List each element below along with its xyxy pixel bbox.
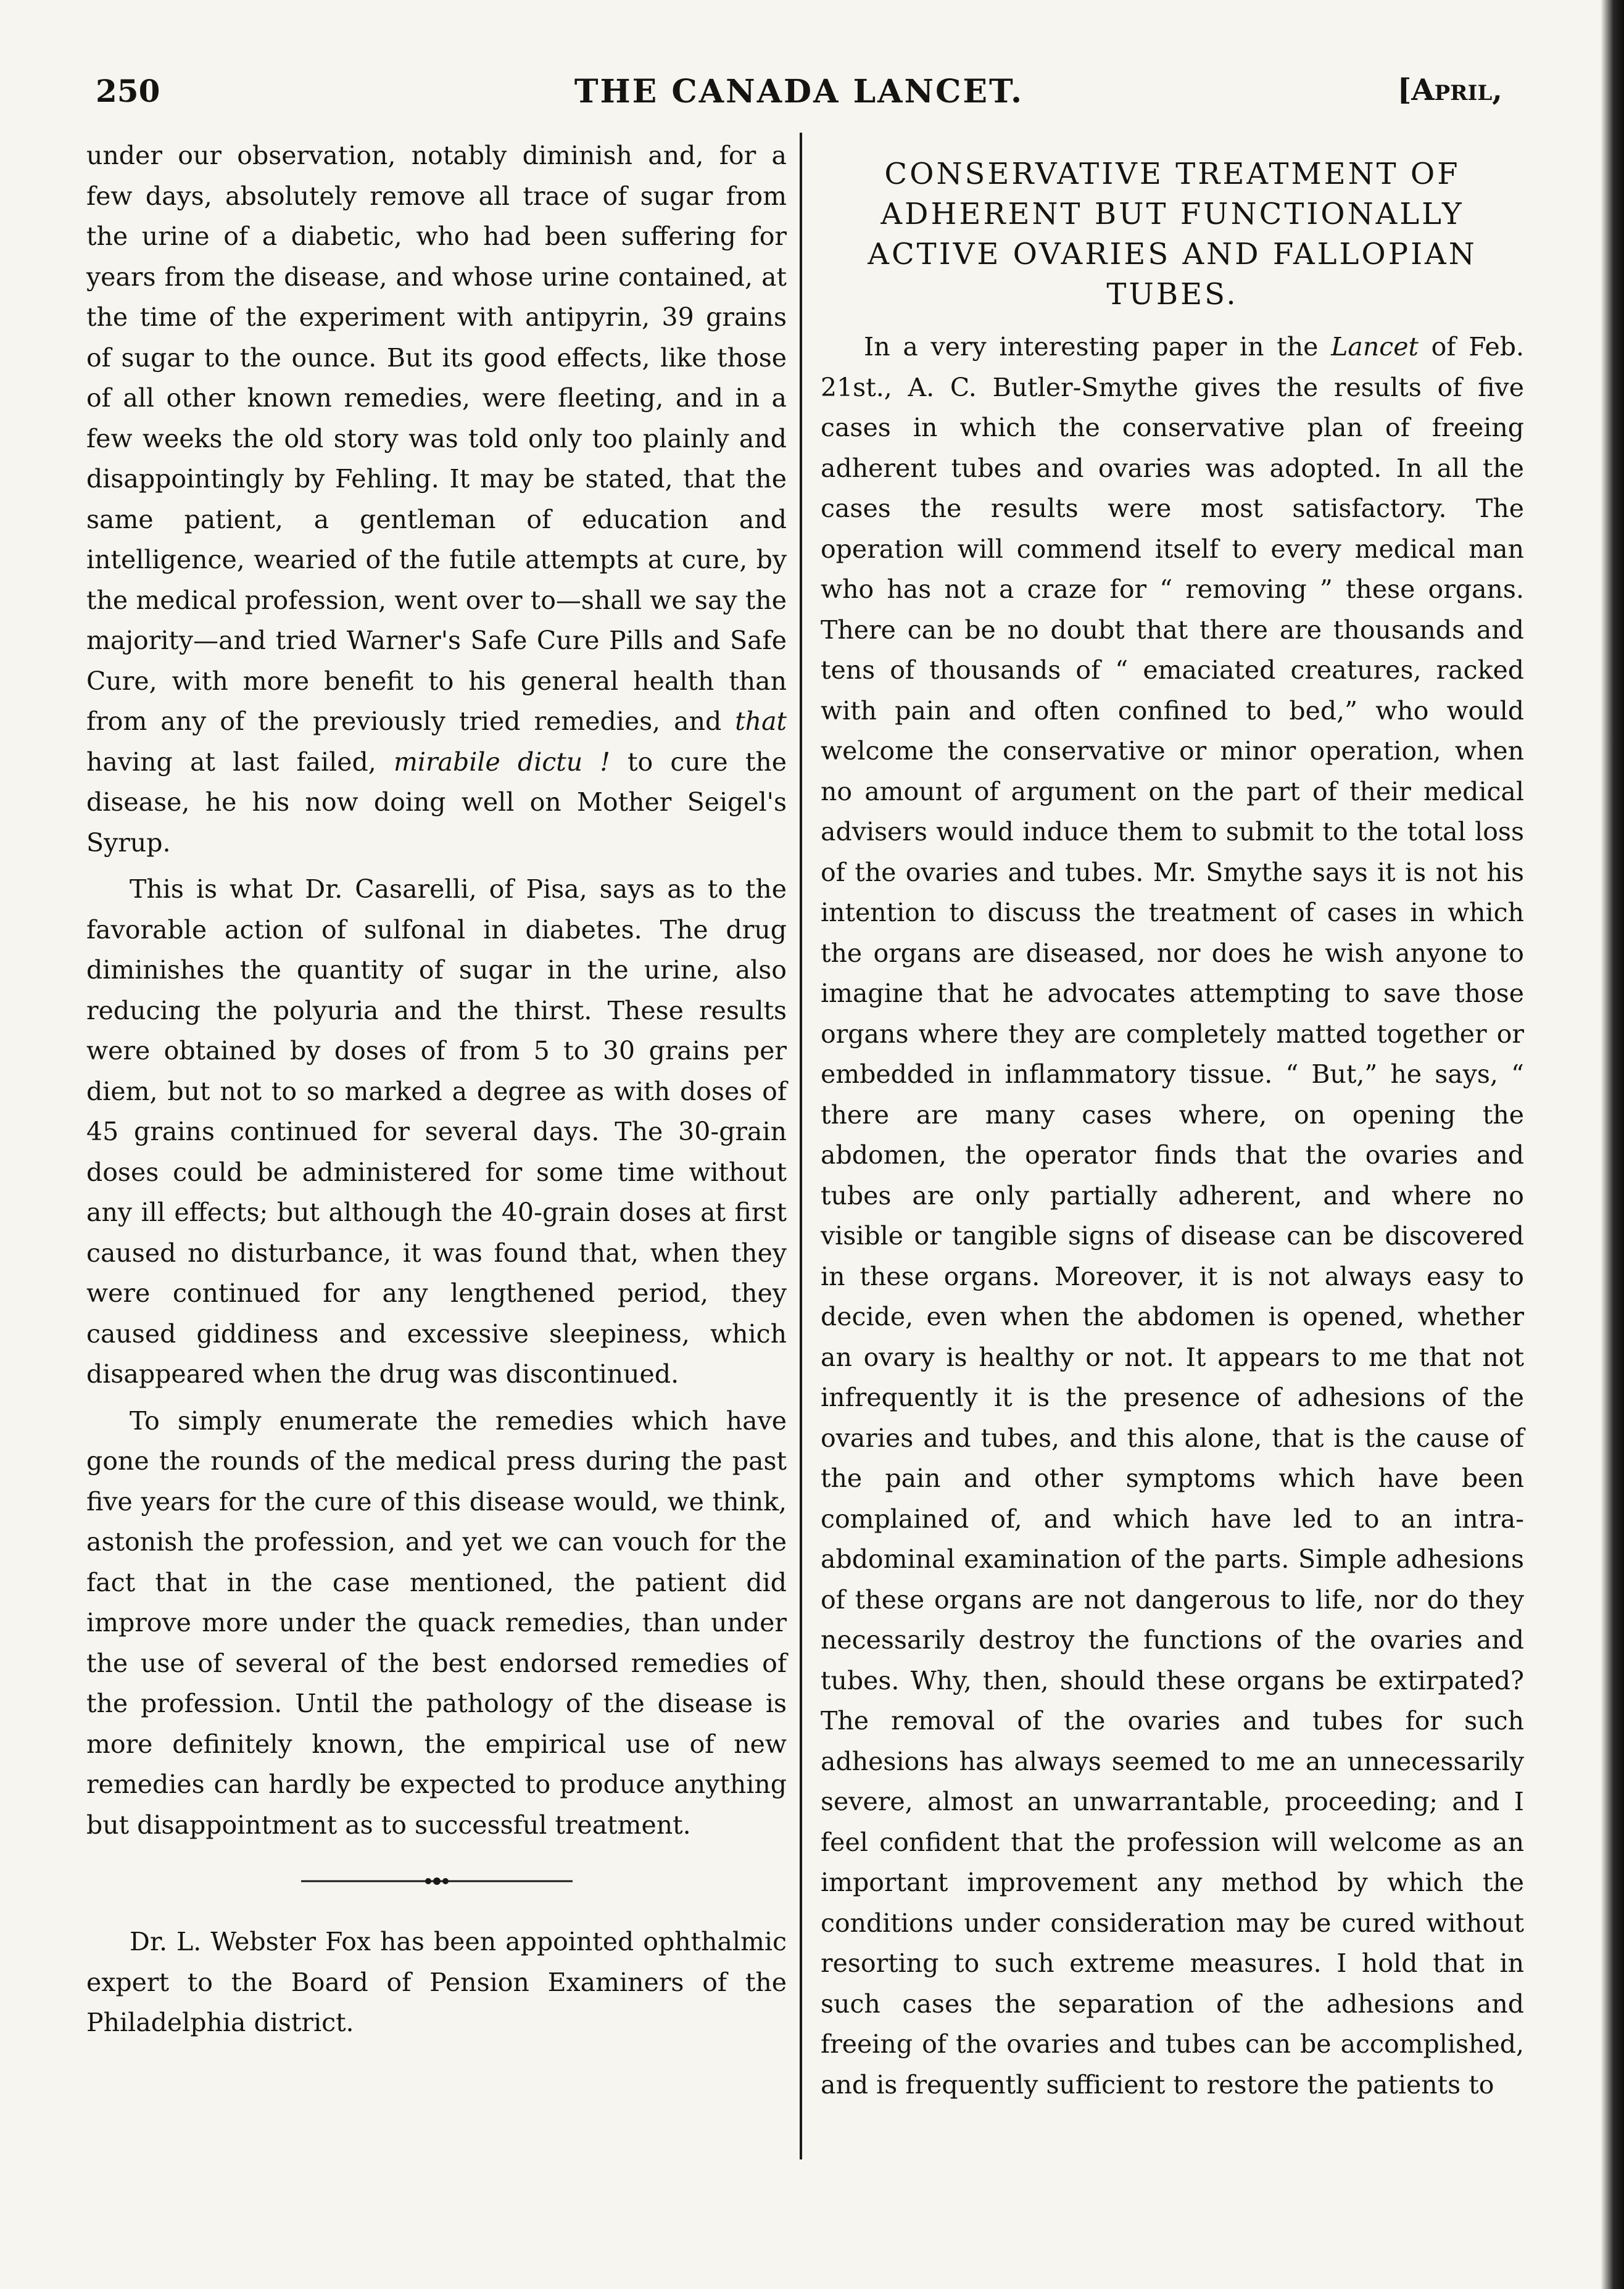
italic-text: that [735,706,787,736]
text-run: having at last failed, [86,747,394,777]
text-run: of Feb. 21st., A. C. Butler-Smythe gives the results of five cases in which the conservative plan of freeing adherent tubes and ovaries was adopted. In all the cases the results were most satisfactory. The operation will commend itself to every medical man who has not a craze for “ removing ” these organs. There can be no doubt that there are thousands and tens of thousands of “ emaciated creatures, racked with pain and often confined to bed,” who would welcome the conservative or minor operation, when no amount of argument on the part of their medical advisers would induce them to submit to the total loss of the ovaries and tubes. Mr. Smythe says it is not his intention to discuss the treatment of cases in which the organs are diseased, nor does he wish anyone to imagine that he advocates attempting to save those organs where they are completely matted together or embedded in inflammatory tissue. “ But,” he says, “ there are many cases where, on opening the abdomen, the operator finds that the ovaries and tubes are only partially adherent, and where no visible or tangible signs of disease can be discovered in these organs. Moreover, it is not always easy to decide, even when the abdomen is opened, whether an ovary is healthy or not. It appears to me that not infrequently it is the presence of adhesions of the ovaries and tubes, and this alone, that is the cause of the pain and other symptoms which have been complained of, and which have led to an intra-abdominal examination of the parts. Simple adhesions of these organs are not dangerous to life, nor do they necessarily destroy the functions of the ovaries and tubes. Why, then, should these organs be extirpated? The removal of the ovaries and tubes for such adhesions has always seemed to me an unnecessarily severe, almost an unwarrantable, proceeding; and I feel confident that the profession will welcome as an important improvement any method by which the conditions under consideration may be cured without resorting to such extreme measures. I hold that in such cases the separation of the adhesions and freeing of the ovaries and tubes can be accomplished, and is frequently sufficient to restore the patients to [821,332,1525,2100]
italic-text: Lancet [1331,332,1419,362]
running-header [96,73,1502,128]
text-run: under our observation, notably diminish and, for a few days, absolutely remove all trace of sugar from the urine of a diabetic, who had been suffering for years from the disease, and whose urine contained, at the time of the experiment with antipyrin, 39 grains of sugar to the ounce. But its good effects, like those of all other known remedies, were fleeting, and in a few weeks the old story was told only too plainly and disappointingly by Fehling. It may be stated, that the same patient, a gentleman of education and intelligence, wearied of the futile attempts at cure, by the medical profession, went over to—shall we say the majority—and tried Warner's Safe Cure Pills and Safe Cure, with more benefit to his general health than from any of the previously tried remedies, and [86,141,787,736]
paragraph-announcement: Dr. L. Webster Fox has been appointed ophthalmic expert to the Board of Pension Examiners of the Philadelphia district. [86,1927,787,2037]
issue-label: [April, [1397,73,1502,107]
left-column [86,136,787,2050]
binding-edge [1601,0,1624,2289]
paragraph-remedies: To simply enumerate the remedies which have gone the rounds of the medical press during the past five years for the cure of this disease would, we think, astonish the profession, and yet we can vouch for the fact that in the case mentioned, the patient did improve more under the quack remedies, than under the use of several of the best endorsed remedies of the profession. Until the pathology of the disease is more definitely known, the empirical use of new remedies can hardly be expected to produce anything but disappointment as to successful treatment. [86,1405,787,1840]
page-number: 250 [96,73,160,109]
paragraph [821,327,1524,2105]
journal-title: THE CANADA LANCET. [574,73,1024,110]
paragraph [86,136,787,863]
ornament-rule [301,1875,573,1887]
column-divider [800,133,802,2159]
right-column [821,136,1524,2111]
article-title: CONSERVATIVE TREATMENT OF ADHERENT BUT FUNCTIONALLY ACTIVE OVARIES AND FALLOPIAN TUBES. [868,157,1477,312]
paragraph-sulfonal: This is what Dr. Casarelli, of Pisa, says as to the favorable action of sulfonal in diabetes. The drug diminishes the quantity of sugar in the urine, also reducing the polyuria and the thirst. These results were obtained by doses of from 5 to 30 grains per diem, but not to so marked a degree as with doses of 45 grains continued for several days. The 30-grain doses could be administered for some time without any ill effects; but although the 40-grain doses at first caused no disturbance, it was found that, when they were continued for any lengthened period, they caused giddiness and excessive sleepiness, which disappeared when the drug was discontinued. [86,874,787,1389]
italic-text: mirabile dictu ! [393,747,610,777]
section-separator [86,1875,787,1887]
text-run: to cure the disease, he his now doing well on Mother Seigel's Syrup. [86,747,787,858]
text-run: In a very interesting paper in the [864,332,1332,362]
